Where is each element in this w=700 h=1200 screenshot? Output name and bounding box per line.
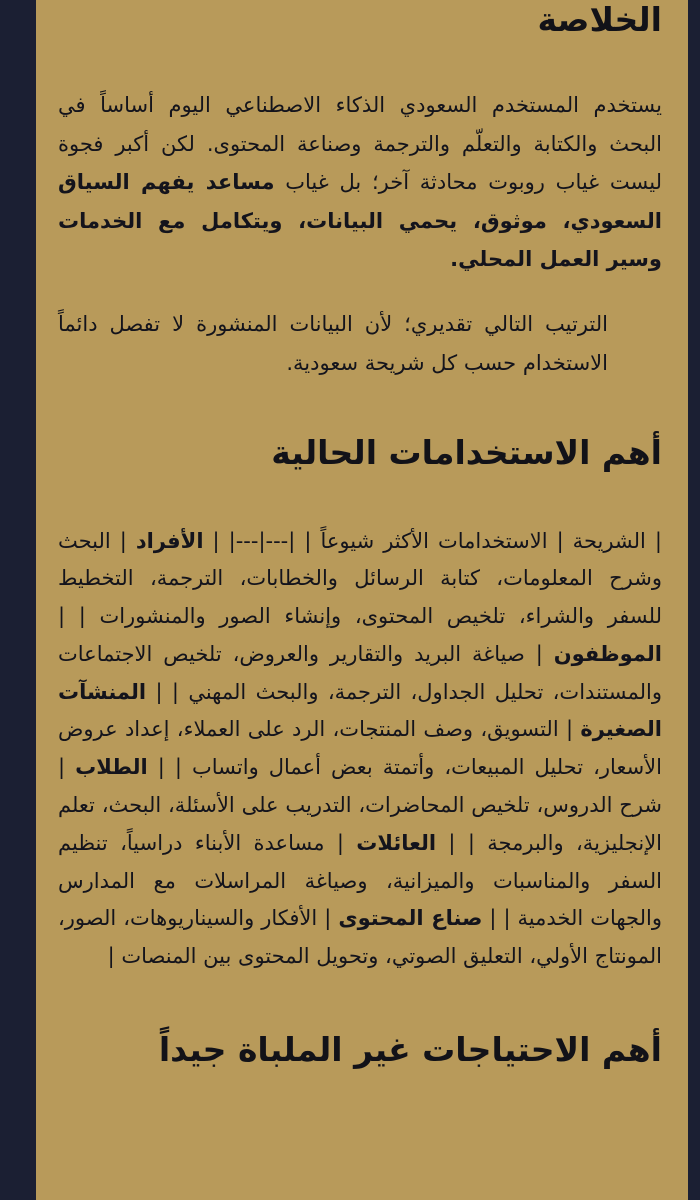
- current-uses-heading: أهم الاستخدامات الحالية: [271, 432, 662, 472]
- summary-bold-text: مساعد يفهم السياق السعودي، موثوق، يحمي البيانات، ويتكامل مع الخدمات وسير العمل المحلي.: [58, 170, 662, 271]
- uses-students: | شرح الدروس، تلخيص المحاضرات، التدريب على الأسئلة، البحث، تعلم الإنجليزية، والبرمجة | |: [58, 755, 662, 855]
- segment-families: العائلات: [356, 830, 437, 855]
- summary-heading: الخلاصة: [537, 0, 662, 39]
- uses-small-businesses: | التسويق، وصف المنتجات، الرد على العملاء، إعداد عروض الأسعار، تحليل المبيعات، وأتمتة بعض أعمال واتساب | |: [58, 717, 662, 780]
- summary-text: يستخدم المستخدم السعودي الذكاء الاصطناعي اليوم أساساً في البحث والكتابة والتعلّم والترجمة وصناعة المحتوى. لكن أكبر فجوة ليست غياب روبوت محادثة آخر؛ بل غياب: [58, 93, 662, 194]
- uses-table-text: [58, 523, 662, 977]
- unmet-needs-heading: أهم الاحتياجات غير الملباة جيداً: [158, 1030, 662, 1070]
- summary-paragraph: [58, 86, 662, 279]
- left-dark-margin: [0, 0, 36, 1200]
- estimate-note: الترتيب التالي تقديري؛ لأن البيانات المنشورة لا تفصل دائماً الاستخدام حسب كل شريحة سعودية.: [58, 311, 608, 375]
- segment-employees: الموظفون: [553, 641, 662, 666]
- uses-employees: | صياغة البريد والتقارير والعروض، تلخيص الاجتماعات والمستندات، تحليل الجداول، الترجمة، والبحث المهني | |: [58, 641, 662, 704]
- segment-content-creators: صناع المحتوى: [338, 906, 483, 931]
- uses-families: | مساعدة الأبناء دراسياً، تنظيم السفر والمناسبات والميزانية، وصياغة المراسلات مع المدارس والجهات الخدمية | |: [58, 830, 662, 931]
- segment-small-businesses: المنشآت الصغيرة: [58, 679, 662, 742]
- segment-students: الطلاب: [75, 755, 148, 780]
- right-dark-margin: [688, 0, 700, 1200]
- segment-individuals: الأفراد: [135, 528, 204, 553]
- document-panel: [36, 0, 688, 1200]
- uses-individuals: | البحث وشرح المعلومات، كتابة الرسائل والخطابات، الترجمة، التخطيط للسفر والشراء، تلخيص المحتوى، وإنشاء الصور والمنشورات | |: [58, 528, 662, 629]
- uses-content-creators: | الأفكار والسيناريوهات، الصور، المونتاج الأولي، التعليق الصوتي، وتحويل المحتوى بين المنصات |: [58, 906, 662, 969]
- table-header-text: | الشريحة | الاستخدامات الأكثر شيوعاً | |---|---| |: [203, 528, 662, 553]
